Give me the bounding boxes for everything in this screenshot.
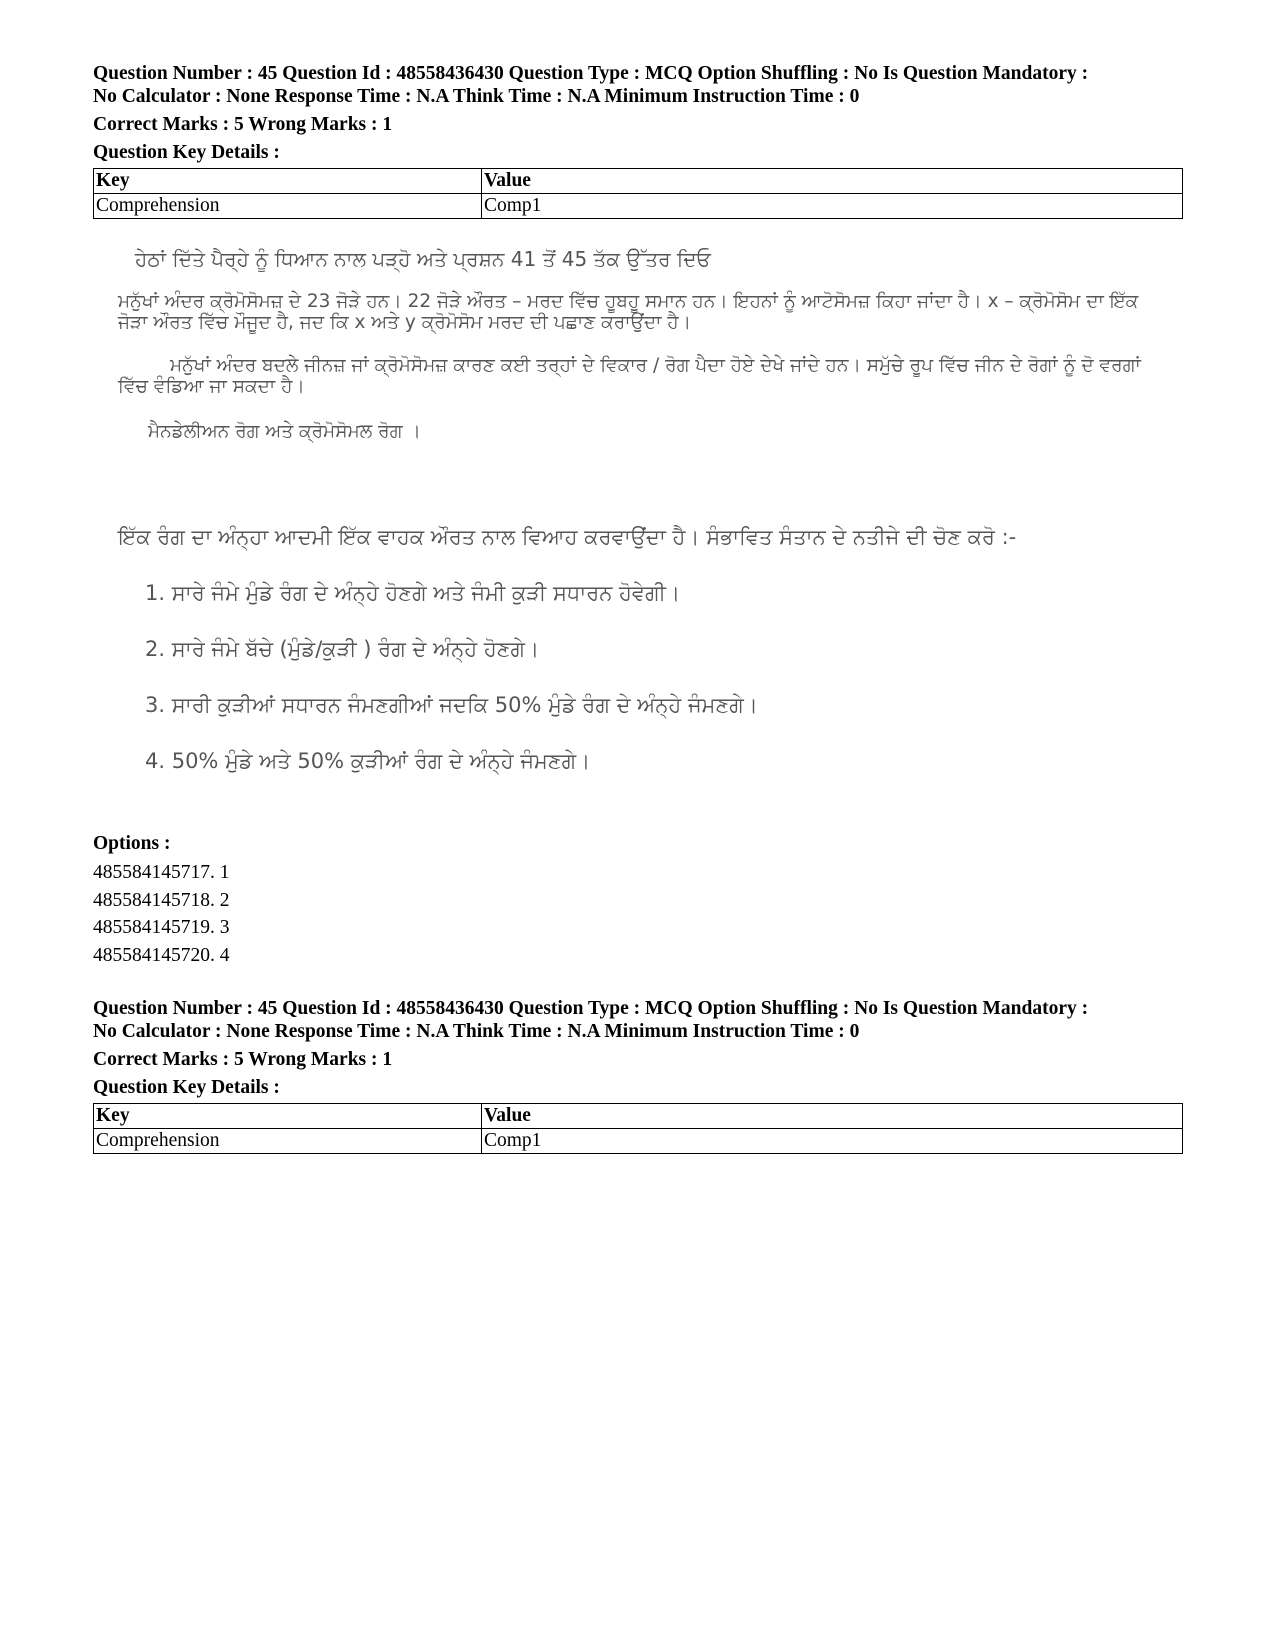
option-item-4: 485584145720. 4 xyxy=(93,944,230,966)
question-header-line-2: No Calculator : None Response Time : N.A Think Time : N.A Minimum Instruction Time : 0 xyxy=(93,86,860,107)
question-block-1 xyxy=(93,62,1183,219)
passage-paragraph-1: ਮਨੁੱਖਾਂ ਅੰਦਰ ਕ੍ਰੋਮੋਸੋਮਜ਼ ਦੇ 23 ਜੋੜੇ ਹਨ। 22 ਜੋੜੇ ਔਰਤ – ਮਰਦ ਵਿੱਚ ਹੂਬਹੂ ਸਮਾਨ ਹਨ। ਇਹਨਾਂ ਨੂੰ ਆਟੋਸੋਮਜ਼ ਕਿਹਾ ਜਾਂਦਾ ਹੈ। x – ਕ੍ਰੋਮੋਸੋਮ ਦਾ ਇੱਕ ਜੋੜਾ ਔਰਤ ਵਿੱਚ ਮੌਜੂਦ ਹੈ, ਜਦ ਕਿ x ਅਤੇ y ਕ੍ਰੋਮੋਸੋਮ ਮਰਦ ਦੀ ਪਛਾਣ ਕਰਾਉਂਦਾ ਹੈ। xyxy=(118,291,1139,333)
table-header-row xyxy=(94,1104,1183,1129)
document-page xyxy=(93,62,1183,1154)
marks-line: Correct Marks : 5 Wrong Marks : 1 xyxy=(93,1049,393,1070)
table-header-value: Value xyxy=(482,169,1183,194)
table-cell-value: Comp1 xyxy=(482,1129,1183,1154)
answer-choice-2: 2. ਸਾਰੇ ਜੰਮੇ ਬੱਚੇ (ਮੁੰਡੇ/ਕੁੜੀ ) ਰੰਗ ਦੇ ਅੰਨ੍ਹੇ ਹੋਣਗੇ। xyxy=(145,637,540,661)
question-header-line-2: No Calculator : None Response Time : N.A Think Time : N.A Minimum Instruction Time : 0 xyxy=(93,1021,860,1042)
table-cell-value: Comp1 xyxy=(482,194,1183,219)
table-cell-key: Comprehension xyxy=(94,194,482,219)
options-title: Options : xyxy=(93,833,171,854)
answer-choice-1: 1. ਸਾਰੇ ਜੰਮੇ ਮੁੰਡੇ ਰੰਗ ਦੇ ਅੰਨ੍ਹੇ ਹੋਣਗੇ ਅਤੇ ਜੰਮੀ ਕੁੜੀ ਸਧਾਰਨ ਹੋਵੇਗੀ। xyxy=(145,581,681,605)
key-details-title: Question Key Details : xyxy=(93,1077,280,1098)
answer-choice-3: 3. ਸਾਰੀ ਕੁੜੀਆਂ ਸਧਾਰਨ ਜੰਮਣਗੀਆਂ ਜਦਕਿ 50% ਮੁੰਡੇ ਰੰਗ ਦੇ ਅੰਨ੍ਹੇ ਜੰਮਣਗੇ। xyxy=(145,693,758,717)
option-item-3: 485584145719. 3 xyxy=(93,917,230,938)
table-row xyxy=(94,194,1183,219)
table-row xyxy=(94,1129,1183,1154)
table-header-row xyxy=(94,169,1183,194)
key-details-table xyxy=(93,1103,1183,1154)
question-header-line-1: Question Number : 45 Question Id : 48558436430 Question Type : MCQ Option Shuffling : No Is Question Mandatory : xyxy=(93,63,1089,84)
option-item-2: 485584145718. 2 xyxy=(93,889,230,911)
key-details-table xyxy=(93,168,1183,219)
key-details-title: Question Key Details : xyxy=(93,142,280,163)
passage-instruction: ਹੇਠਾਂ ਦਿੱਤੇ ਪੈਰ੍ਹੇ ਨੂੰ ਧਿਆਨ ਨਾਲ ਪੜ੍ਹੋ ਅਤੇ ਪ੍ਰਸ਼ਨ 41 ਤੋਂ 45 ਤੱਕ ਉੱਤਰ ਦਿਓ xyxy=(135,247,711,271)
passage-paragraph-3: ਮੈਨਡੇਲੀਅਨ ਰੋਗ ਅਤੇ ਕ੍ਰੋਮੋਸੋਮਲ ਰੋਗ । xyxy=(148,421,421,442)
marks-line: Correct Marks : 5 Wrong Marks : 1 xyxy=(93,114,393,135)
table-cell-key: Comprehension xyxy=(94,1129,482,1154)
table-header-key: Key xyxy=(94,169,482,194)
question-block-2 xyxy=(93,997,1183,1154)
table-header-value: Value xyxy=(482,1104,1183,1129)
options-list xyxy=(93,859,1183,969)
table-header-key: Key xyxy=(94,1104,482,1129)
passage-paragraph-2: ਮਨੁੱਖਾਂ ਅੰਦਰ ਬਦਲੇ ਜੀਨਜ਼ ਜਾਂ ਕ੍ਰੋਮੋਸੋਮਜ਼ ਕਾਰਣ ਕਈ ਤਰ੍ਹਾਂ ਦੇ ਵਿਕਾਰ / ਰੋਗ ਪੈਦਾ ਹੋਏ ਦੇਖੇ ਜਾਂਦੇ ਹਨ। ਸਮੁੱਚੇ ਰੂਪ ਵਿੱਚ ਜੀਨ ਦੇ ਰੋਗਾਂ ਨੂੰ ਦੋ ਵਰਗਾਂ ਵਿੱਚ ਵੰਡਿਆ ਜਾ ਸਕਦਾ ਹੈ। xyxy=(118,355,1141,397)
passage-image xyxy=(93,233,1183,818)
option-item-1: 485584145717. 1 xyxy=(93,862,230,883)
question-header-line-1: Question Number : 45 Question Id : 48558436430 Question Type : MCQ Option Shuffling : No Is Question Mandatory : xyxy=(93,998,1089,1019)
question-text: ਇੱਕ ਰੰਗ ਦਾ ਅੰਨ੍ਹਾ ਆਦਮੀ ਇੱਕ ਵਾਹਕ ਔਰਤ ਨਾਲ ਵਿਆਹ ਕਰਵਾਉਂਦਾ ਹੈ। ਸੰਭਾਵਿਤ ਸੰਤਾਨ ਦੇ ਨਤੀਜੇ ਦੀ ਚੋਣ ਕਰੋ :- xyxy=(118,525,1017,549)
answer-choice-4: 4. 50% ਮੁੰਡੇ ਅਤੇ 50% ਕੁੜੀਆਂ ਰੰਗ ਦੇ ਅੰਨ੍ਹੇ ਜੰਮਣਗੇ। xyxy=(145,749,591,773)
